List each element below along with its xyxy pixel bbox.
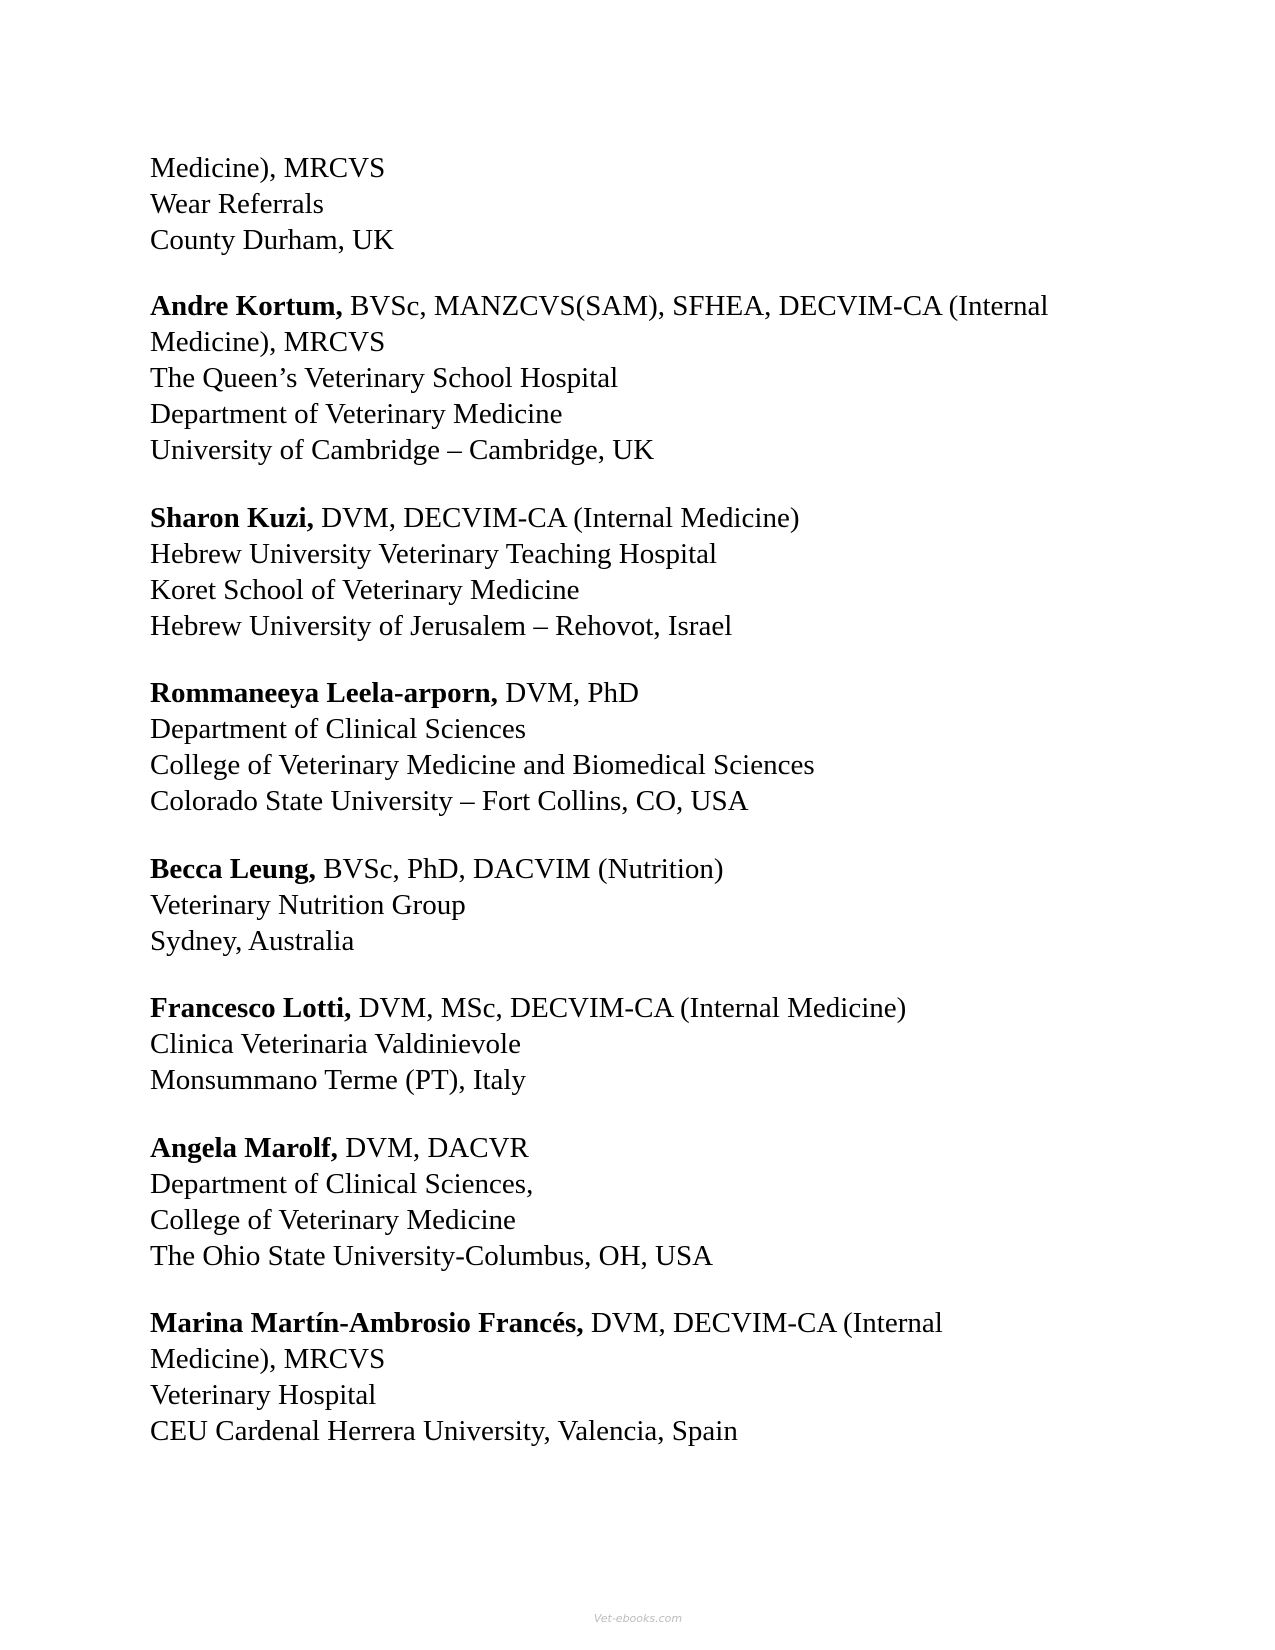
contributor-name: Rommaneeya Leela-arporn,	[150, 677, 498, 709]
contributor-heading	[150, 1305, 1150, 1341]
contributor-name: Francesco Lotti,	[150, 992, 352, 1024]
contributor-heading	[150, 851, 1150, 887]
affiliation-line: Hebrew University Veterinary Teaching Hospital	[150, 537, 718, 570]
affiliation-line: Hebrew University of Jerusalem – Rehovot, Israel	[150, 609, 733, 642]
contributor-heading	[150, 288, 1150, 324]
affiliation-line: Sydney, Australia	[150, 924, 355, 957]
contributor-name: Marina Martín-Ambrosio Francés,	[150, 1307, 584, 1339]
affiliation-line: College of Veterinary Medicine and Biomedical Sciences	[150, 749, 815, 781]
affiliation-line: Monsummano Terme (PT), Italy	[150, 1064, 526, 1096]
affiliation-line: CEU Cardenal Herrera University, Valencia, Spain	[150, 1415, 738, 1447]
contributor-name: Becca Leung,	[150, 852, 316, 885]
affiliation-line: Clinica Veterinaria Valdinievole	[150, 1028, 521, 1060]
affiliation-line: Colorado State University – Fort Collins, CO, USA	[150, 785, 749, 817]
affiliation-line: The Queen’s Veterinary School Hospital	[150, 362, 619, 394]
affiliation-line: Medicine), MRCVS	[150, 1343, 386, 1375]
contributor-entry	[150, 1305, 1150, 1449]
contributor-entry-continued	[150, 150, 1150, 258]
contributor-credentials: DVM, PhD	[497, 677, 639, 709]
contributor-credentials: DVM, DECVIM-CA (Internal	[583, 1307, 943, 1339]
affiliation-line: Koret School of Veterinary Medicine	[150, 573, 580, 606]
contributors-page	[150, 150, 1150, 1481]
contributor-credentials: DVM, DECVIM-CA (Internal Medicine)	[313, 501, 800, 534]
affiliation-line: Department of Clinical Sciences	[150, 713, 527, 745]
affiliation-line: County Durham, UK	[150, 224, 395, 256]
affiliation-line: Veterinary Nutrition Group	[150, 888, 466, 921]
affiliation-line: College of Veterinary Medicine	[150, 1203, 516, 1236]
contributor-credentials: DVM, MSc, DECVIM-CA (Internal Medicine)	[351, 992, 907, 1024]
contributor-credentials: DVM, DACVR	[337, 1131, 529, 1164]
contributor-name: Angela Marolf,	[150, 1131, 338, 1164]
contributor-name: Andre Kortum,	[150, 290, 343, 322]
affiliation-line: The Ohio State University-Columbus, OH, USA	[150, 1239, 714, 1272]
contributor-heading	[150, 675, 1150, 711]
contributor-heading	[150, 990, 1150, 1026]
contributor-entry	[150, 851, 1150, 959]
contributor-credentials: BVSc, PhD, DACVIM (Nutrition)	[315, 852, 724, 885]
contributor-heading	[150, 1130, 1150, 1166]
affiliation-line: Medicine), MRCVS	[150, 326, 386, 358]
affiliation-line: University of Cambridge – Cambridge, UK	[150, 434, 655, 466]
affiliation-line: Medicine), MRCVS	[150, 152, 386, 184]
contributor-entry	[150, 500, 1150, 644]
contributor-entry	[150, 288, 1150, 468]
contributor-name: Sharon Kuzi,	[150, 501, 314, 534]
contributor-heading	[150, 500, 1150, 536]
contributor-entry	[150, 675, 1150, 819]
contributor-credentials: BVSc, MANZCVS(SAM), SFHEA, DECVIM-CA (Internal	[342, 290, 1049, 322]
affiliation-line: Department of Clinical Sciences,	[150, 1167, 534, 1200]
affiliation-line: Wear Referrals	[150, 188, 324, 220]
watermark-logo: Vet-ebooks.com	[593, 1612, 683, 1625]
contributor-entry	[150, 1130, 1150, 1274]
affiliation-line: Department of Veterinary Medicine	[150, 398, 563, 430]
affiliation-line: Veterinary Hospital	[150, 1379, 377, 1411]
contributor-entry	[150, 990, 1150, 1098]
